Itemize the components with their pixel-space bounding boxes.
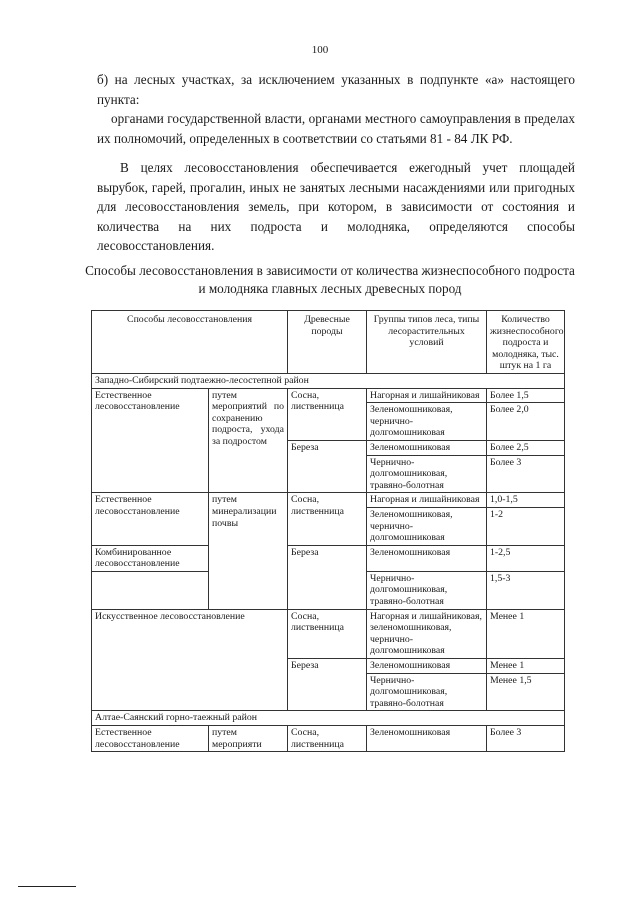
method-cell: Естественное лесовосстановление [92, 726, 209, 752]
quantity-cell: Менее 1,5 [487, 673, 565, 711]
species-cell: Береза [288, 440, 367, 492]
table-header-row [92, 311, 565, 374]
region-name: Западно-Сибирский подтаежно-лесостепной район [92, 373, 565, 388]
quantity-cell: 1-2,5 [487, 545, 565, 571]
quantity-cell: Более 3 [487, 455, 565, 493]
table-row [92, 726, 565, 752]
quantity-cell: 1-2 [487, 507, 565, 545]
paragraph-authorities: органами государственной власти, органами местного самоуправления в пределах их полномочий, определенных в соответствии со статьями 81 - 84 ЛК РФ. [97, 111, 575, 146]
quantity-cell: Менее 1 [487, 659, 565, 674]
forest-group-cell: Чернично-долгомошниковая, травяно-болотная [367, 571, 487, 609]
paragraph-accounting: В целях лесовосстановления обеспечивается ежегодный учет площадей вырубок, гарей, прогалин, иных не занятых лесными насаждениями или пригодных для лесовосстановления земель, при котором, в зависимости от состояния и количества на них подроста и молодняка, определяются способы лесовосстановления. [97, 160, 575, 253]
region-row [92, 711, 565, 726]
species-cell: Сосна, лиственница [288, 388, 367, 440]
table-row [92, 388, 565, 403]
measure-cell: путем минерализации почвы [209, 493, 288, 609]
table-title: Способы лесовосстановления в зависимости от количества жизнеспособного подроста и молодняка главных лесных древесных пород [85, 263, 575, 296]
forest-group-cell: Зеленомошниковая [367, 726, 487, 752]
species-cell: Береза [288, 659, 367, 711]
forest-group-cell: Чернично-долгомошниковая, травяно-болотная [367, 455, 487, 493]
forest-group-cell: Чернично-долгомошниковая, травяно-болотная [367, 673, 487, 711]
forest-group-cell: Зеленомошниковая [367, 545, 487, 571]
forest-group-cell: Нагорная и лишайниковая [367, 388, 487, 403]
quantity-cell: 1,5-3 [487, 571, 565, 609]
quantity-cell: Более 2,5 [487, 440, 565, 455]
quantity-cell: 1,0-1,5 [487, 493, 565, 508]
reforestation-methods-table [91, 310, 565, 752]
method-cell-empty [92, 571, 209, 609]
quantity-cell: Более 1,5 [487, 388, 565, 403]
quantity-cell: Более 2,0 [487, 403, 565, 441]
forest-group-cell: Зеленомошниковая, чернично-долгомошниковая [367, 403, 487, 441]
header-forest-groups: Группы типов леса, типы лесорастительных условий [367, 311, 487, 374]
method-cell: Комбинированное лесовосстановление [92, 545, 209, 571]
species-cell: Сосна, лиственница [288, 726, 367, 752]
species-cell: Сосна, лиственница [288, 609, 367, 658]
forest-group-cell: Нагорная и лишайниковая, зеленомошниковая, чернично-долгомошниковая [367, 609, 487, 658]
quantity-cell: Менее 1 [487, 609, 565, 658]
page-number: 100 [311, 44, 329, 56]
paragraph-subpoint-b: б) на лесных участках, за исключением указанных в подпункте «а» настоящего пункта: [97, 72, 575, 107]
method-cell: Естественное лесовосстановление [92, 493, 209, 545]
species-cell: Сосна, лиственница [288, 493, 367, 545]
measure-cell: путем мероприяти [209, 726, 288, 752]
forest-group-cell: Нагорная и лишайниковая [367, 493, 487, 508]
header-species: Древесные породы [288, 311, 367, 374]
region-row [92, 373, 565, 388]
method-cell: Естественное лесовосстановление [92, 388, 209, 493]
measure-cell: путем мероприятий по сохранению подроста, ухода за подростом [209, 388, 288, 493]
forest-group-cell: Зеленомошниковая [367, 440, 487, 455]
table-row [92, 493, 565, 508]
species-cell: Береза [288, 545, 367, 609]
forest-group-cell: Зеленомошниковая, чернично-долгомошниковая [367, 507, 487, 545]
quantity-cell: Более 3 [487, 726, 565, 752]
footnote-separator [18, 886, 76, 887]
table-row [92, 609, 565, 658]
header-quantity: Количество жизнеспособного подроста и молодняка, тыс. штук на 1 га [487, 311, 565, 374]
region-name: Алтае-Саянский горно-таежный район [92, 711, 565, 726]
table-row [92, 545, 565, 571]
method-cell: Искусственное лесовосстановление [92, 609, 288, 711]
header-method: Способы лесовосстановления [92, 311, 288, 374]
forest-group-cell: Зеленомошниковая [367, 659, 487, 674]
